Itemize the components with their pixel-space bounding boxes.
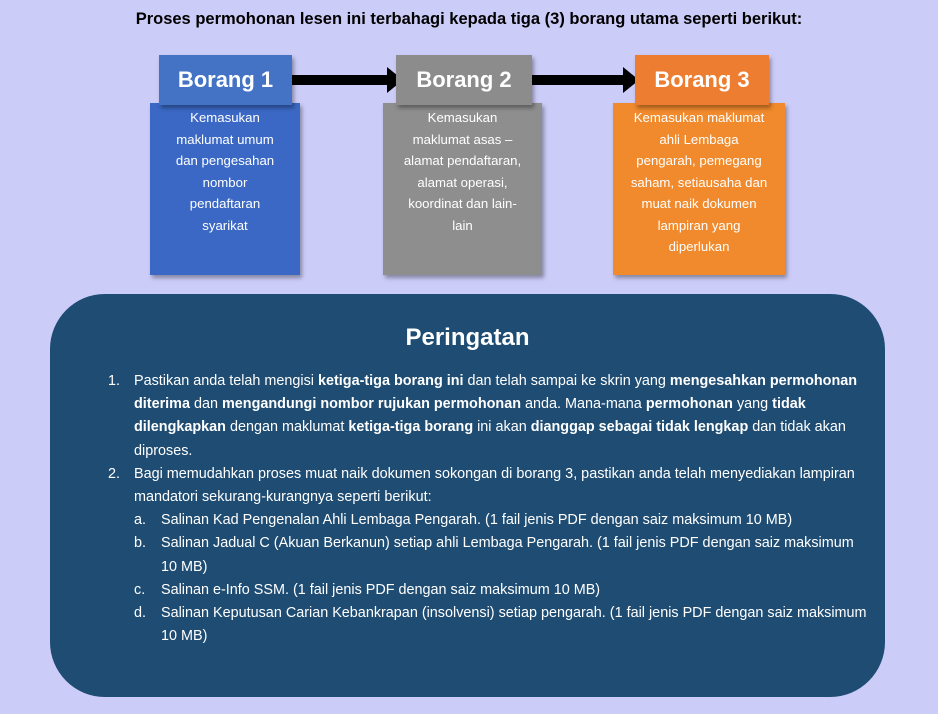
step-description-line: Kemasukan <box>427 110 498 125</box>
emphasis-text: mengesahkan permohonan diterima <box>134 373 858 413</box>
warning-item-number: 2. <box>108 465 121 482</box>
requirement-letter: c. <box>134 581 146 598</box>
plain-text: dan tidak akan diproses. <box>134 419 846 459</box>
emphasis-text: tidak dilengkapkan <box>134 396 806 436</box>
emphasis-text: mengandungi nombor rujukan permohonan <box>222 396 522 413</box>
warning-item <box>108 463 868 509</box>
step-description-line: lain <box>452 217 473 233</box>
requirement-text: Salinan e-Info SSM. (1 fail jenis PDF dengan saiz maksimum 10 MB) <box>161 581 601 598</box>
step-description-line: alamat operasi, <box>417 174 508 190</box>
step-description-line: saham, setiausaha dan <box>630 174 768 190</box>
step-description-line: muat naik dokumen <box>641 196 757 211</box>
emphasis-text: ketiga-tiga borang <box>348 419 474 436</box>
step-description-line: dan pengesahan <box>175 153 275 168</box>
step-description-line: Kemasukan maklumat <box>633 110 765 125</box>
plain-text: ini akan <box>473 419 531 436</box>
step-description-line: koordinat dan lain- <box>408 196 517 211</box>
step-description-line: ahli Lembaga <box>659 131 739 147</box>
step-description-line: pengarah, pemegang <box>636 153 762 168</box>
page-heading: Proses permohonan lesen ini terbahagi kepada tiga (3) borang utama seperti berikut: <box>135 10 803 28</box>
document-requirement-item <box>108 602 868 648</box>
document-requirement-item <box>108 532 868 578</box>
step-1-description <box>150 103 300 275</box>
requirement-text: Salinan Kad Pengenalan Ahli Lembaga Pengarah. (1 fail jenis PDF dengan saiz maksimum 10 MB) <box>161 512 793 529</box>
plain-text: dengan maklumat <box>225 419 349 436</box>
plain-text: dan telah sampai ke skrin yang <box>463 373 670 389</box>
document-requirement-item <box>108 579 868 602</box>
warning-list <box>108 370 868 648</box>
step-description-line: maklumat asas – <box>412 131 513 147</box>
warning-item-text <box>134 463 868 509</box>
plain-text: anda. Mana-mana <box>521 396 646 413</box>
step-1-title: Borang 1 <box>159 55 292 105</box>
step-description-line: nombor <box>202 174 248 190</box>
warning-title: Peringatan <box>405 324 530 351</box>
emphasis-text: dianggap sebagai tidak lengkap <box>530 419 749 436</box>
requirement-letter: b. <box>134 535 147 552</box>
arrow-1-2 <box>292 75 388 85</box>
document-requirement-item <box>108 509 868 532</box>
plain-text: Bagi memudahkan proses muat naik dokumen sokongan di borang 3, pastikan anda telah menyediakan lampiran mandatori sekurang-kurangnya seperti berikut: <box>134 465 855 506</box>
plain-text: Pastikan anda telah mengisi <box>134 373 318 389</box>
step-2-title: Borang 2 <box>396 55 532 105</box>
requirement-letter: d. <box>134 605 147 622</box>
warning-item-text <box>134 370 868 463</box>
step-description-line: alamat pendaftaran, <box>403 153 522 168</box>
warning-item-number: 1. <box>108 373 121 389</box>
step-2-description <box>383 103 542 275</box>
requirement-text: Salinan Jadual C (Akuan Berkanun) setiap ahli Lembaga Pengarah. (1 fail jenis PDF dengan saiz maksimum 10 MB) <box>161 535 854 575</box>
requirement-letter: a. <box>134 512 147 529</box>
step-description-line: diperlukan <box>668 239 730 254</box>
step-description-line: lampiran yang <box>657 217 741 233</box>
step-description-line: pendaftaran <box>189 196 261 211</box>
emphasis-text: permohonan <box>645 396 733 413</box>
warning-item <box>108 370 868 463</box>
plain-text: yang <box>732 396 773 413</box>
warning-panel <box>50 294 885 697</box>
step-description-line: Kemasukan <box>190 110 260 125</box>
step-3-title: Borang 3 <box>635 55 769 105</box>
requirement-text: Salinan Keputusan Carian Kebankrapan (insolvensi) setiap pengarah. (1 fail jenis PDF dengan saiz maksimum 10 MB) <box>161 605 867 645</box>
step-3-description <box>613 103 785 275</box>
step-description-line: syarikat <box>202 217 248 233</box>
plain-text: dan <box>189 396 222 413</box>
arrow-2-3 <box>532 75 624 85</box>
emphasis-text: ketiga-tiga borang ini <box>318 373 464 389</box>
step-description-line: maklumat umum <box>176 131 274 147</box>
